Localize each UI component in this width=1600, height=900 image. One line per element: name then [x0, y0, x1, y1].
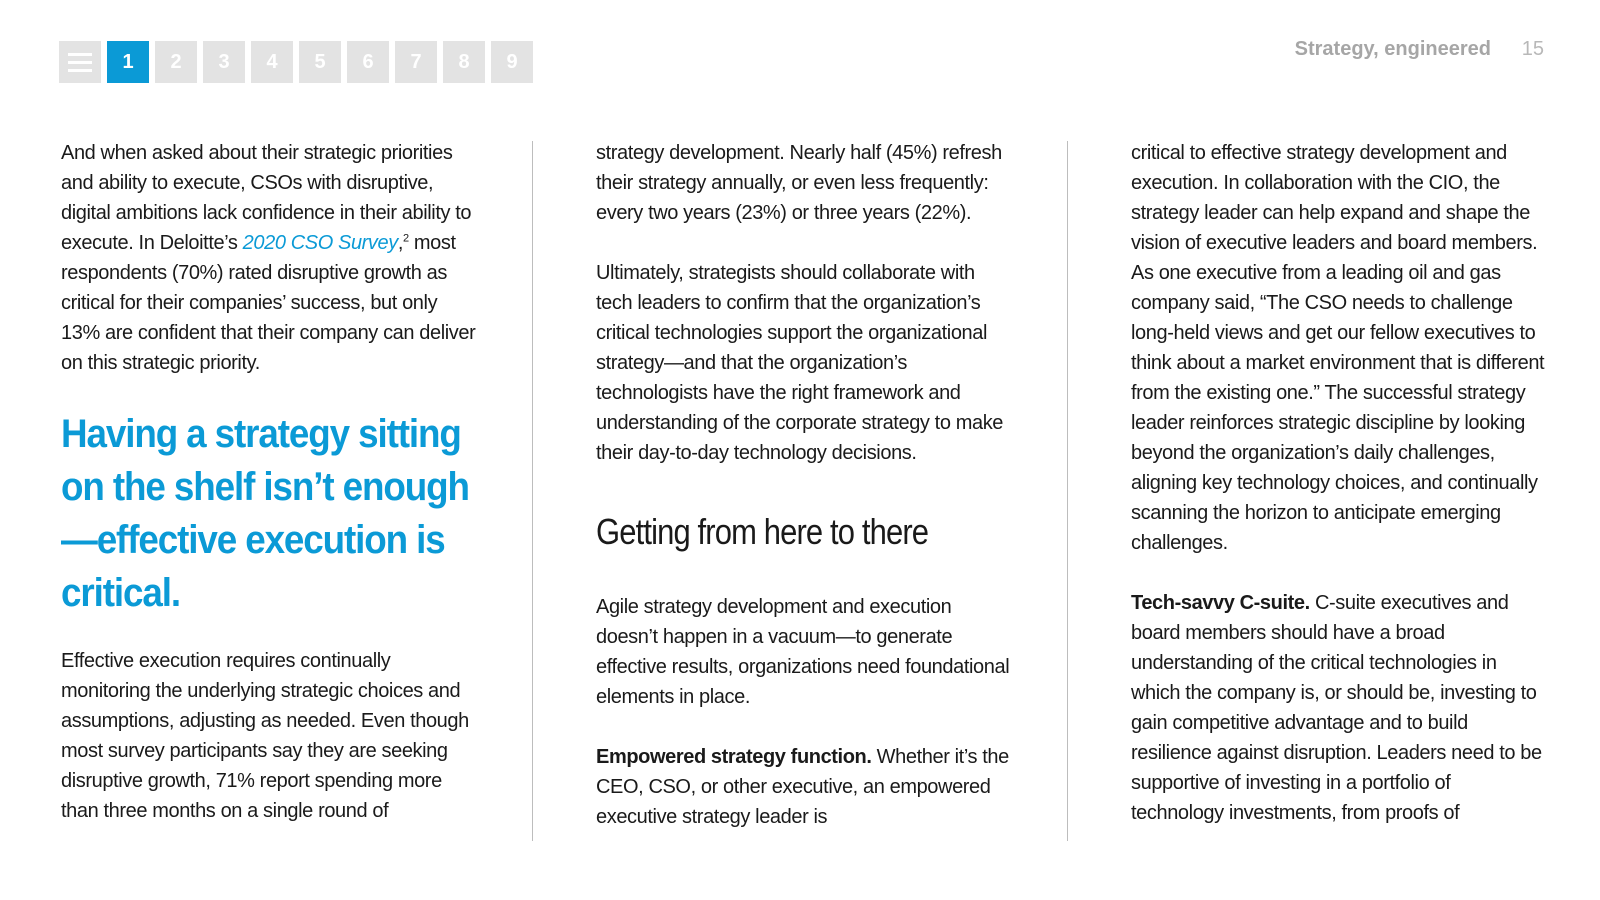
menu-button[interactable]	[59, 41, 101, 83]
survey-link[interactable]: 2020 CSO Survey	[242, 232, 398, 254]
page-button-4[interactable]: 4	[251, 41, 293, 83]
page-button-7[interactable]: 7	[395, 41, 437, 83]
column-divider	[1067, 141, 1068, 841]
footnote-marker[interactable]: 2	[403, 232, 409, 245]
page-navigation	[59, 41, 533, 83]
body-paragraph: Effective execution requires continually monitoring the underlying strategic choices and assumptions, adjusting as needed. Even though most survey participants say they are seeking disruptive growth, 71% report spending more than three months on a single round of	[61, 650, 469, 822]
page-button-1[interactable]: 1	[107, 41, 149, 83]
paragraph-lead: Tech-savvy C-suite.	[1131, 592, 1310, 614]
page-number: 15	[1521, 38, 1544, 60]
pull-quote: Having a strategy sitting on the shelf isn’t enough—effective execution is critical.	[61, 412, 469, 615]
column-1	[61, 138, 481, 826]
section-heading: Getting from here to there	[596, 511, 929, 552]
body-paragraph	[61, 138, 481, 378]
page-button-8[interactable]: 8	[443, 41, 485, 83]
running-title: Strategy, engineered	[1294, 38, 1491, 60]
paragraph-text: And when asked about their strategic priorities and ability to execute, CSOs with disruptive, digital ambitions lack confidence in their ability to execute. In Deloitte’s	[61, 142, 472, 254]
body-paragraph	[1131, 588, 1546, 828]
body-paragraph: Agile strategy development and execution doesn’t happen in a vacuum—to generate effective results, organizations need foundational elements in place.	[596, 596, 1010, 708]
page-button-3[interactable]: 3	[203, 41, 245, 83]
column-2	[596, 138, 1016, 832]
page-button-5[interactable]: 5	[299, 41, 341, 83]
comma: ,	[397, 232, 404, 254]
column-divider	[532, 141, 533, 841]
paragraph-text: Whether it’s the CEO, CSO, or other executive, an empowered executive strategy leader is	[596, 746, 1009, 828]
page-button-2[interactable]: 2	[155, 41, 197, 83]
body-paragraph: critical to effective strategy development and execution. In collaboration with the CIO, the strategy leader can help expand and shape the vision of executive leaders and board members. As one executive from a leading oil and gas company said, “The CSO needs to challenge long-held views and get our fellow executives to think about a market environment that is different from the existing one.” The successful strategy leader reinforces strategic discipline by looking beyond the organization’s daily challenges, aligning key technology choices, and continually scanning the horizon to anticipate emerging challenges.	[1131, 142, 1545, 554]
page-button-9[interactable]: 9	[491, 41, 533, 83]
body-paragraph: Ultimately, strategists should collaborate with tech leaders to confirm that the organization’s critical technologies support the organizational strategy—and that the organization’s technologists have the right framework and understanding of the corporate strategy to make their day-to-day technology decisions.	[596, 262, 1004, 464]
column-3	[1131, 138, 1546, 828]
paragraph-lead: Empowered strategy function.	[596, 746, 872, 768]
menu-icon	[68, 53, 92, 72]
paragraph-text: most respondents (70%) rated disruptive growth as critical for their companies’ success, but only 13% are confident that their company can deliver on this strategic priority.	[61, 232, 476, 374]
paragraph-text: C-suite executives and board members should have a broad understanding of the critical technologies in which the company is, or should be, investing to gain competitive advantage and to build resilience against disruption. Leaders need to be supportive of investing in a portfolio of technology investments, from proofs of	[1131, 592, 1542, 824]
body-paragraph: strategy development. Nearly half (45%) refresh their strategy annually, or even less frequently: every two years (23%) or three years (22%).	[596, 142, 1002, 224]
body-paragraph	[596, 742, 1016, 832]
page-button-6[interactable]: 6	[347, 41, 389, 83]
